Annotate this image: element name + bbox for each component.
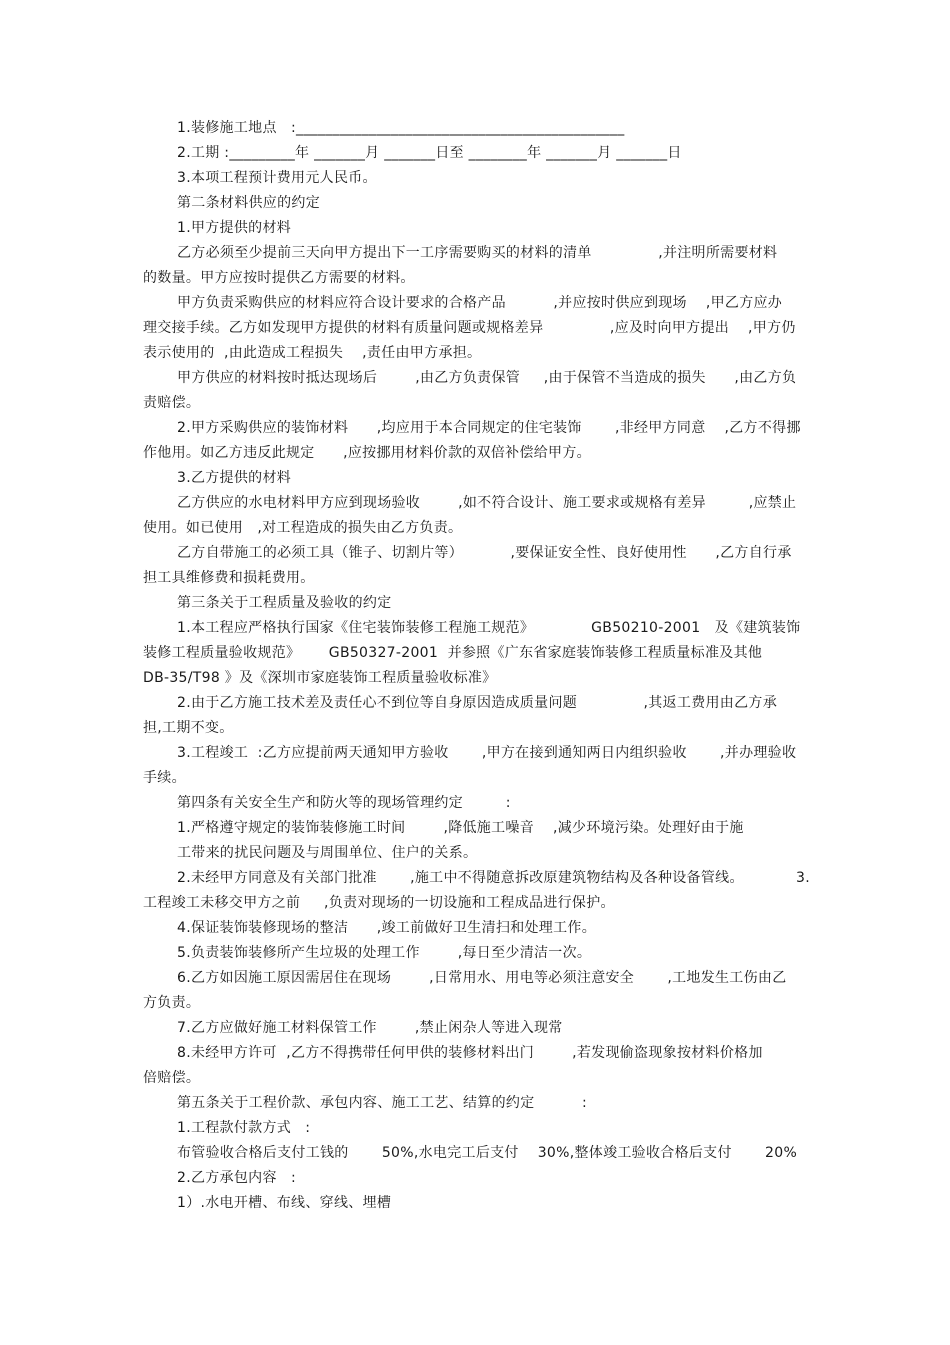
- section-heading: 第五条关于工程价款、承包内容、施工工艺、结算的约定 :: [177, 1095, 588, 1111]
- text-line: 表示使用的 ,由此造成工程损失 ,责任由甲方承担。: [143, 345, 482, 361]
- text-line: 2.乙方承包内容 :: [177, 1170, 297, 1186]
- text-line: 使用。如已使用 ,对工程造成的损失由乙方负责。: [143, 520, 463, 536]
- text-line: 1.严格遵守规定的装饰装修施工时间 ,降低施工噪音 ,减少环境污染。处理好由于施: [177, 820, 744, 836]
- text-line: 乙方必须至少提前三天向甲方提出下一工序需要购买的材料的清单 ,并注明所需要材料: [177, 245, 778, 261]
- text-line: 作他用。如乙方违反此规定 ,应按挪用材料价款的双倍补偿给甲方。: [143, 445, 591, 461]
- text-line: 3.本项工程预计费用元人民币。: [177, 170, 377, 186]
- text-line: 理交接手续。乙方如发现甲方提供的材料有质量问题或规格差异 ,应及时向甲方提出 ,甲方仍: [143, 320, 796, 336]
- text-line: 5.负责装饰装修所产生垃圾的处理工作 ,每日至少清洁一次。: [177, 945, 592, 961]
- text-line: 2.工期 :_________年 _______月 _______日至 ________年 _______月 _______日: [177, 145, 682, 161]
- text-line: 担,工期不变。: [143, 720, 234, 736]
- text-line: 8.未经甲方许可 ,乙方不得携带任何甲供的装修材料出门 ,若发现偷盗现象按材料价格加: [177, 1045, 763, 1061]
- text-line: 1）.水电开槽、布线、穿线、埋槽: [177, 1195, 392, 1211]
- text-line: 的数量。甲方应按时提供乙方需要的材料。: [143, 270, 415, 286]
- text-line: 甲方供应的材料按时抵达现场后 ,由乙方负责保管 ,由于保管不当造成的损失 ,由乙方负: [177, 370, 797, 386]
- text-line: 担工具维修费和损耗费用。: [143, 570, 315, 586]
- text-line: 6.乙方如因施工原因需居住在现场 ,日常用水、用电等必须注意安全 ,工地发生工伤由乙: [177, 970, 787, 986]
- text-line: 3.工程竣工 :乙方应提前两天通知甲方验收 ,甲方在接到通知两日内组织验收 ,并办理验收: [177, 745, 797, 761]
- text-line: 方负责。: [143, 995, 201, 1011]
- text-line: 布管验收合格后支付工钱的 50%,水电完工后支付 30%,整体竣工验收合格后支付 20%: [177, 1145, 798, 1161]
- text-line: 装修工程质量验收规范》 GB50327-2001 并参照《广东省家庭装饰装修工程质量标准及其他: [143, 645, 763, 661]
- text-line: 手续。: [143, 770, 186, 786]
- section-heading: 第二条材料供应的约定: [177, 195, 320, 211]
- text-line: 2.由于乙方施工技术差及责任心不到位等自身原因造成质量问题 ,其返工费用由乙方承: [177, 695, 778, 711]
- section-heading: 第三条关于工程质量及验收的约定: [177, 595, 392, 611]
- text-line: 1.本工程应严格执行国家《住宅装饰装修工程施工规范》 GB50210-2001 及《建筑装饰: [177, 620, 801, 636]
- text-line: 倍赔偿。: [143, 1070, 201, 1086]
- text-line: 责赔偿。: [143, 395, 201, 411]
- text-line: 2.未经甲方同意及有关部门批准 ,施工中不得随意拆改原建筑物结构及各种设备管线。 3.: [177, 870, 810, 886]
- text-line: 4.保证装饰装修现场的整洁 ,竣工前做好卫生清扫和处理工作。: [177, 920, 597, 936]
- text-line: DB-35/T98 》及《深圳市家庭装饰工程质量验收标准》: [143, 670, 497, 686]
- text-line: 工带来的扰民问题及与周围单位、住户的关系。: [177, 845, 478, 861]
- text-line: 乙方供应的水电材料甲方应到现场验收 ,如不符合设计、施工要求或规格有差异 ,应禁止: [177, 495, 797, 511]
- text-line: 1.工程款付款方式 :: [177, 1120, 311, 1136]
- text-line: 1.甲方提供的材料: [177, 220, 292, 236]
- text-line: 乙方自带施工的必须工具（锥子、切割片等） ,要保证安全性、良好使用性 ,乙方自行承: [177, 545, 792, 561]
- text-line: 2.甲方采购供应的装饰材料 ,均应用于本合同规定的住宅装饰 ,非经甲方同意 ,乙方不得挪: [177, 420, 801, 436]
- text-line: 工程竣工未移交甲方之前 ,负责对现场的一切设施和工程成品进行保护。: [143, 895, 615, 911]
- text-line: 甲方负责采购供应的材料应符合设计要求的合格产品 ,并应按时供应到现场 ,甲乙方应办: [177, 295, 783, 311]
- text-line: 7.乙方应做好施工材料保管工作 ,禁止闲杂人等进入现常: [177, 1020, 563, 1036]
- section-heading: 第四条有关安全生产和防火等的现场管理约定 :: [177, 795, 511, 811]
- text-line: 1.装修施工地点 :_____________________________________________: [177, 120, 625, 136]
- text-line: 3.乙方提供的材料: [177, 470, 292, 486]
